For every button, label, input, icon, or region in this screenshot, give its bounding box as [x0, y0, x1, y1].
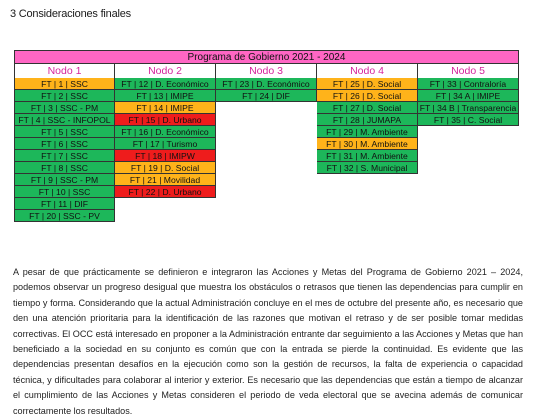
status-cell: FT | 4 | SSC - INFOPOL: [14, 114, 115, 126]
node-header: Nodo 4: [317, 64, 418, 79]
status-cell: FT | 14 | IMIPE: [115, 102, 216, 114]
status-cell: FT | 21 | Movilidad: [115, 174, 216, 186]
status-cell: FT | 2 | SSC: [14, 90, 115, 102]
status-cell: FT | 20 | SSC - PV: [14, 210, 115, 222]
status-cell: FT | 15 | D. Urbano: [115, 114, 216, 126]
node-column: [115, 78, 216, 222]
status-cell: FT | 9 | SSC - PM: [14, 174, 115, 186]
node-column: [418, 78, 519, 222]
status-cell: FT | 23 | D. Económico: [216, 78, 317, 90]
node-header: Nodo 1: [14, 64, 115, 79]
status-cell: FT | 13 | IMIPE: [115, 90, 216, 102]
status-cell: FT | 24 | DIF: [216, 90, 317, 102]
status-cell: FT | 35 | C. Social: [418, 114, 519, 126]
status-cell: FT | 12 | D. Económico: [115, 78, 216, 90]
node-column: [317, 78, 418, 222]
status-cell: FT | 31 | M. Ambiente: [317, 150, 418, 162]
status-cell: FT | 18 | IMIPW: [115, 150, 216, 162]
status-cell: FT | 8 | SSC: [14, 162, 115, 174]
node-header: Nodo 5: [418, 64, 519, 79]
node-columns: [14, 78, 519, 222]
status-cell: FT | 1 | SSC: [14, 78, 115, 90]
status-cell: FT | 19 | D. Social: [115, 162, 216, 174]
node-header: Nodo 3: [216, 64, 317, 79]
status-cell: FT | 34 B | Transparencia: [418, 102, 519, 114]
section-heading: 3 Consideraciones finales: [10, 8, 131, 20]
status-cell: FT | 6 | SSC: [14, 138, 115, 150]
status-cell: FT | 22 | D. Urbano: [115, 186, 216, 198]
table-title: Programa de Gobierno 2021 - 2024: [14, 50, 519, 64]
status-cell: FT | 29 | M. Ambiente: [317, 126, 418, 138]
status-cell: FT | 27 | D. Social: [317, 102, 418, 114]
status-cell: FT | 11 | DIF: [14, 198, 115, 210]
status-cell: FT | 28 | JUMAPA: [317, 114, 418, 126]
status-cell: FT | 30 | M. Ambiente: [317, 138, 418, 150]
status-cell: FT | 7 | SSC: [14, 150, 115, 162]
node-column: [14, 78, 115, 222]
status-cell: FT | 25 | D. Social: [317, 78, 418, 90]
status-cell: FT | 16 | D. Económico: [115, 126, 216, 138]
node-header-row: [14, 64, 519, 78]
status-cell: FT | 32 | S. Municipal: [317, 162, 418, 174]
status-cell: FT | 34 A | IMIPE: [418, 90, 519, 102]
node-header: Nodo 2: [115, 64, 216, 79]
status-cell: FT | 33 | Contraloría: [418, 78, 519, 90]
program-table: [14, 50, 519, 222]
status-cell: FT | 10 | SSC: [14, 186, 115, 198]
status-cell: FT | 5 | SSC: [14, 126, 115, 138]
status-cell: FT | 17 | Turismo: [115, 138, 216, 150]
status-cell: FT | 3 | SSC - PM: [14, 102, 115, 114]
body-paragraph: A pesar de que prácticamente se definieron e integraron las Acciones y Metas del Programa de Gobierno 2021 – 2024, podemos observar un progreso desigual que muestra los obstáculos o retrasos que tienen las dependencias para cumplir en tiempo y forma. Considerando que la actual Administración concluye en el mes de octubre del presente año, es necesario que den una atención prioritaria para la identificación de las razones que motivan el retraso y de ser posible tomar medidas correctivas. El OCC está interesado en proponer a la Administración entrante dar seguimiento a las Acciones y Metas que han beneficiado a la sociedad en su conjunto es común que con la entrada se pierde la continuidad. Es evidente que las dependencias presentan desafíos en la ejecución como son la gestión de recursos, la falta de experiencia o capacidad técnica, y dificultades para colaborar al interior y exterior. Es necesario que las dependencias que están a tiempo de alcanzar el cumplimiento de las Acciones y Metas consideren el periodo de veda electoral que se avecina además de comunicar correctamente los resultados.: [13, 267, 523, 416]
status-cell: FT | 26 | D. Social: [317, 90, 418, 102]
node-column: [216, 78, 317, 222]
